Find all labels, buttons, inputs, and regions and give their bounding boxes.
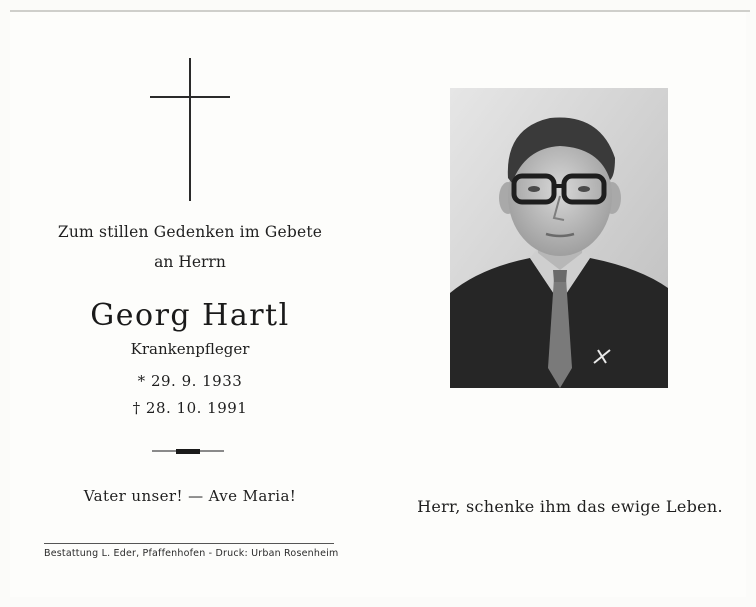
cross-horizontal — [150, 96, 230, 98]
divider-center — [176, 449, 200, 454]
portrait-illustration — [450, 88, 668, 388]
prayer-text: Vater unser! — Ave Maria! — [83, 487, 297, 505]
top-edge-line — [10, 10, 750, 12]
deceased-name: Georg Hartl — [90, 298, 290, 333]
footer-rule — [44, 543, 334, 544]
birth-date: * 29. 9. 1933 — [137, 372, 243, 390]
profession-text: Krankenpfleger — [130, 340, 250, 358]
memorial-card — [10, 10, 746, 597]
cross-vertical — [189, 58, 191, 201]
blessing-text: Herr, schenke ihm das ewige Leben. — [417, 497, 723, 516]
greeting-text: Zum stillen Gedenken im Gebete — [57, 223, 323, 241]
portrait-photo — [450, 88, 668, 388]
honorific-text: an Herrn — [154, 253, 226, 271]
death-date: † 28. 10. 1991 — [132, 399, 248, 417]
footer-credits: Bestattung L. Eder, Pfaffenhofen - Druck: Urban Rosenheim — [44, 548, 339, 559]
